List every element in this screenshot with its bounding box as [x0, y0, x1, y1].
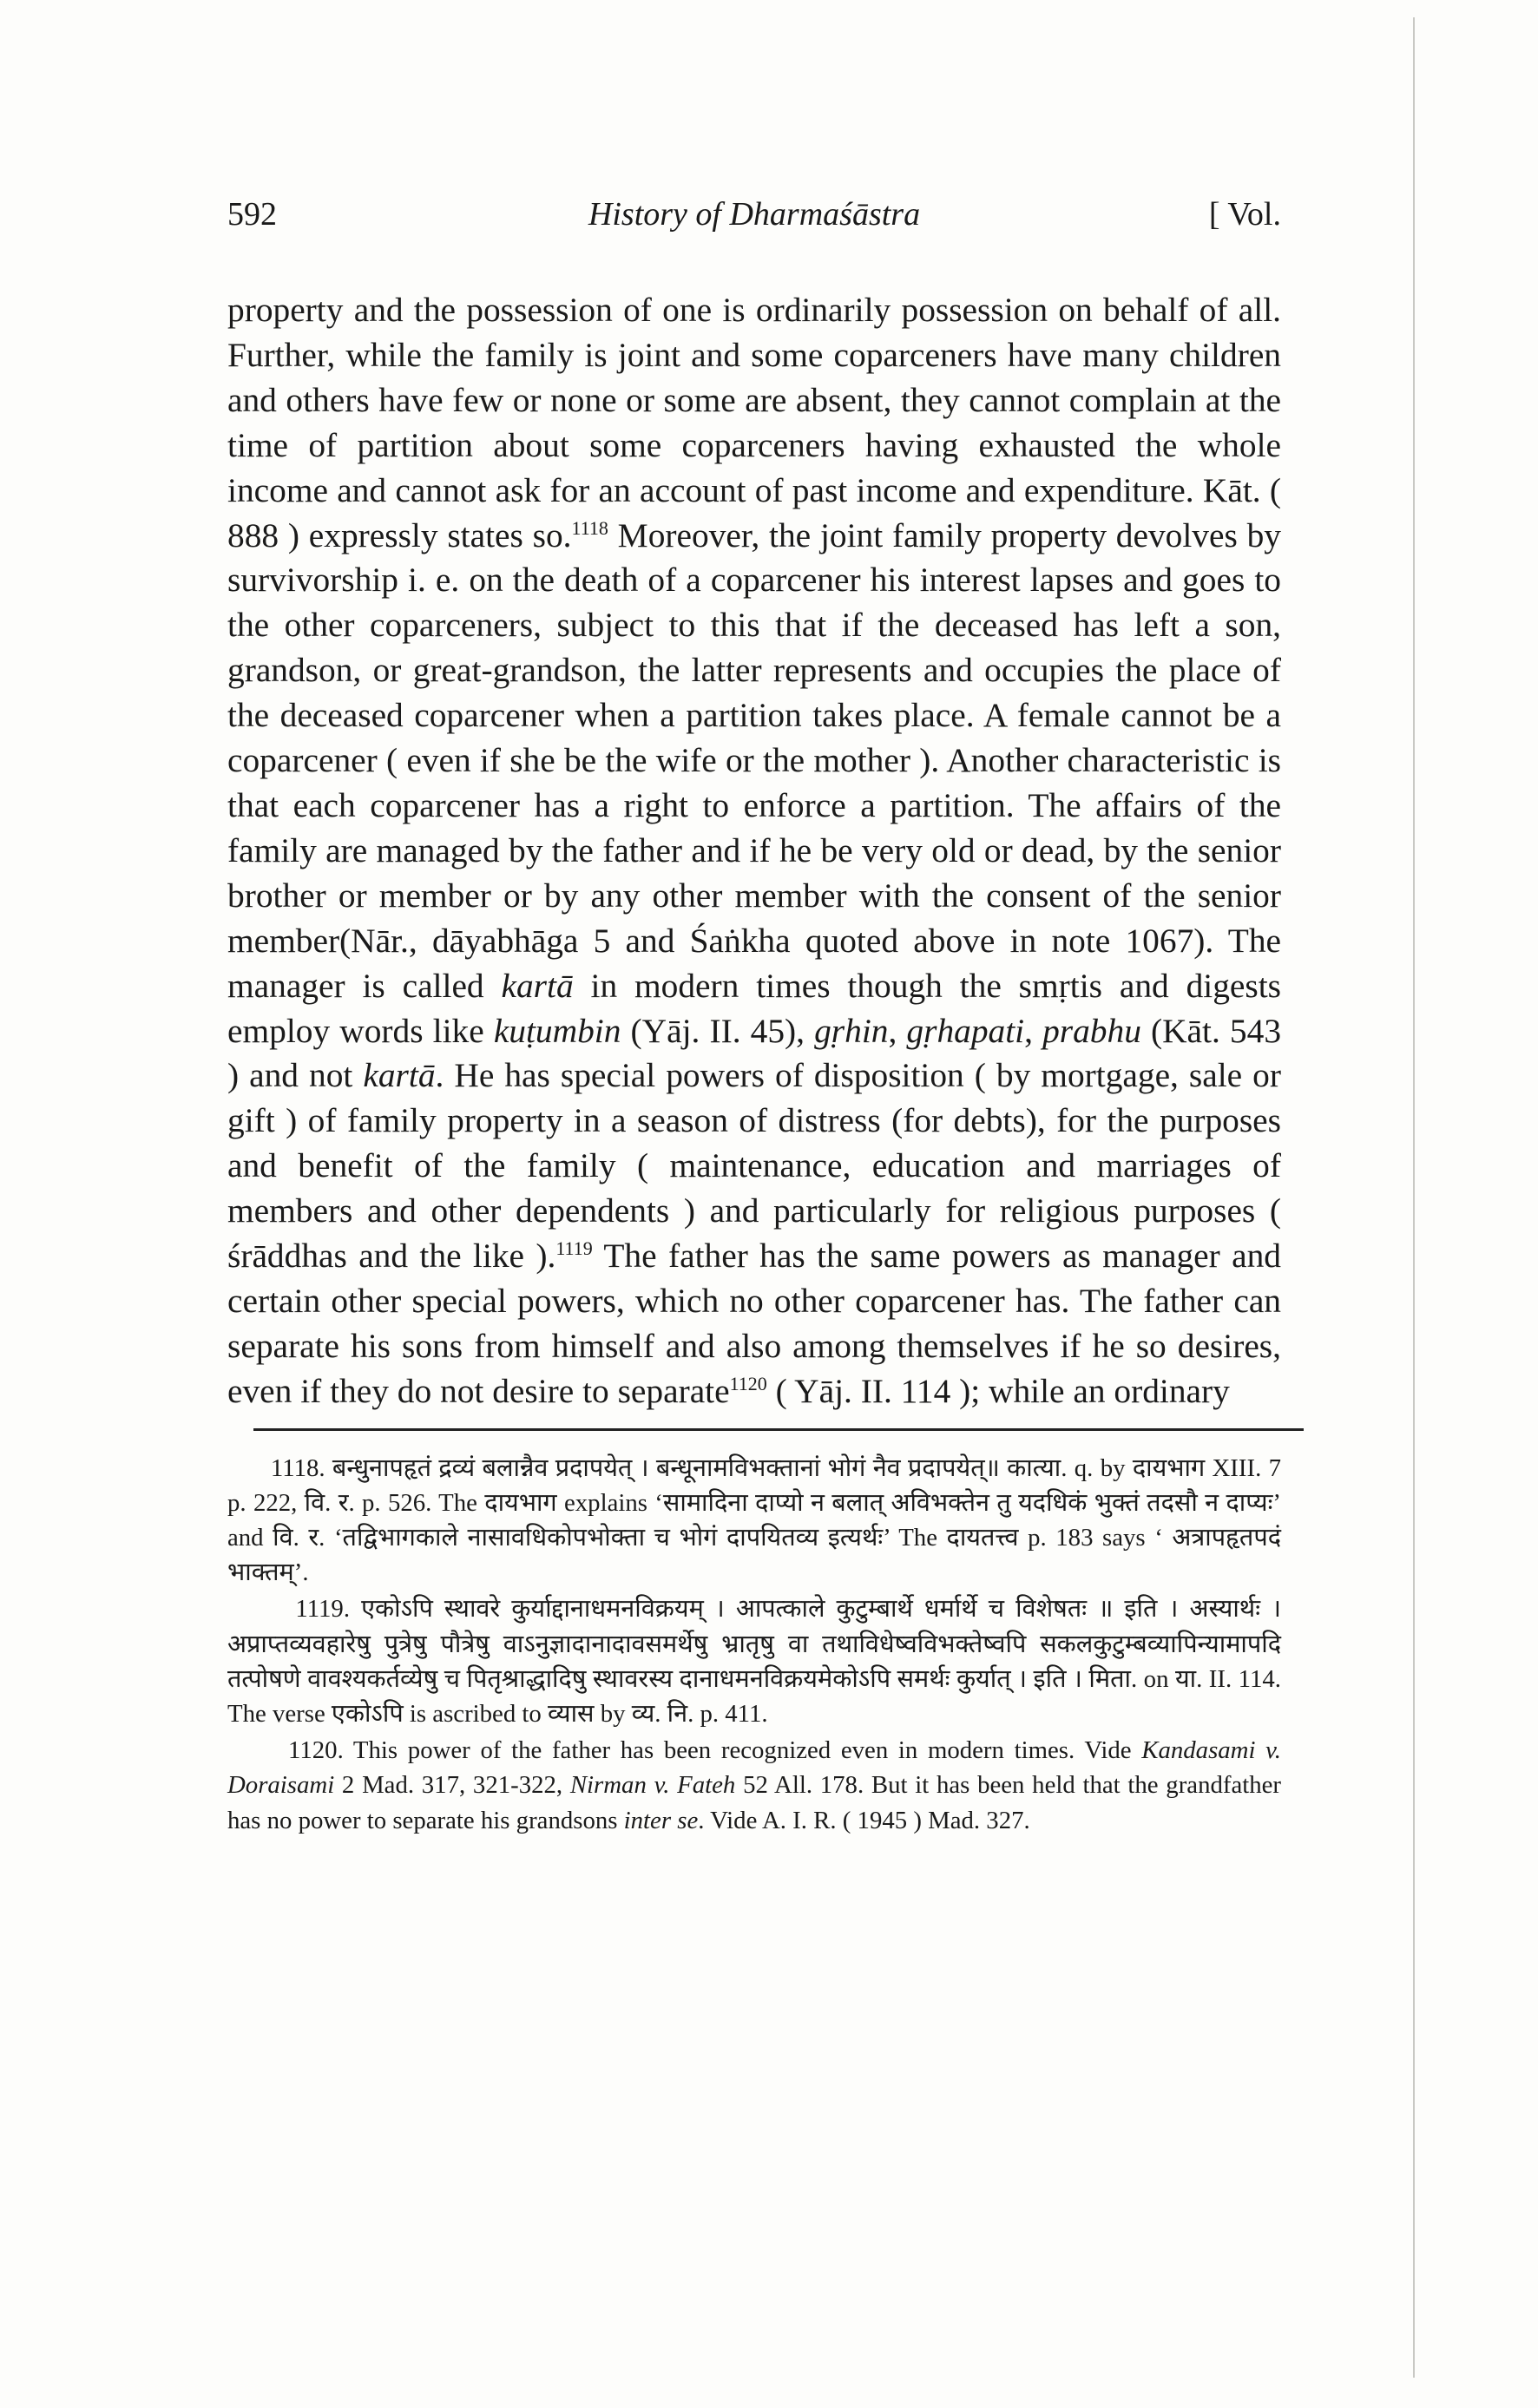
footnote-1119: [227, 1591, 1281, 1731]
text-run: . He has special powers of disposition ( by mortgage, sale or gift ) of family property in a season of distress (for debts), for the purposes and benefit of the family ( maintenance, education and marriages of members and other dependents ) and particularly for religious purposes ( śrāddhas and the like ).: [227, 1056, 1281, 1276]
italic-term: prabhu: [1042, 1011, 1141, 1050]
footnote-divider: [253, 1428, 1304, 1431]
text-run: The father has the same powers as manager and certain other special powers, which no other coparcener has. The father can separate his sons from himself and also among themselves if he so desires, even if they do not desire to separate: [227, 1237, 1281, 1410]
main-text: [227, 288, 1281, 1414]
footnote-1120: [227, 1733, 1281, 1838]
text-run: ( Yāj. II. 114 ); while an ordinary: [766, 1371, 1230, 1410]
footnote-text: बन्धुनापहृतं द्रव्यं बलान्नैव प्रदापयेत् । बन्धूनामविभक्तानां भोगं नैव प्रदापयेत्॥ कात्या. q. by दायभाग XIII. 7 p. 222, वि. र. p. 526. The दायभाग explains ‘सामादिना दाप्यो न बलात् अविभक्तेन तु यदधिकं भुक्तं तदसौ न दाप्यः’ and वि. र. ‘तद्विभागकाले नासावधिकोपभोक्ता च भोगं दापयितव्य इत्यर्थः’ The दायतत्त्व p. 183 says ‘ अत्रापहृतपदं भाक्तम्’.: [227, 1453, 1281, 1587]
text-run: in modern times though the smṛtis and digests employ words like: [227, 966, 1281, 1050]
footnote-text: एकोऽपि स्थावरे कुर्याद्दानाधमनविक्रयम् । आपत्काले कुटुम्बार्थे धर्मार्थे च विशेषतः ॥ इति । अस्यार्थः । अप्राप्तव्यवहारेषु पुत्रेषु पौत्रेषु वाऽनुज्ञादानादावसमर्थेषु भ्रातृषु वा तथाविधेष्वविभक्तेष्वपि सकलकुटुम्बव्यापिन्यामापदि तत्पोषणे वावश्यकर्तव्येषु च पितृश्राद्धादिषु स्थावरस्य दानाधमनविक्रयमेकोऽपि समर्थः कुर्यात् । इति । मिता. on या. II. 114. The verse एकोऽपि is ascribed to व्यास by व्य. नि. p. 411.: [227, 1595, 1281, 1729]
footnote-ref-1120: 1120: [729, 1372, 767, 1394]
footnote-text: . Vide A. I. R. ( 1945 ) Mad. 327.: [698, 1806, 1030, 1834]
book-page: [227, 195, 1281, 1838]
italic-term: kartā: [363, 1056, 436, 1095]
text-run: Moreover, the joint family property devolves by survivorship i. e. on the death of a coparcener his interest lapses and goes to the other coparceners, subject to this that if the deceased has left a son, grandson, or great-grandson, the latter represents and occupies the place of the deceased coparcener when a partition takes place. A female cannot be a coparcener ( even if she be the wife or the mother ). Another characteristic is that each coparcener has a right to enforce a partition. The affairs of the family are managed by the father and if he be very old or dead, by the senior brother or member or by any other member with the consent of the senior member(Nār., dāyabhāga 5 and Śaṅkha quoted above in note 1067). The manager is called: [227, 515, 1281, 1005]
footnote-1118: [227, 1451, 1281, 1591]
running-header: [227, 195, 1281, 247]
page-number: 592: [227, 196, 277, 233]
italic-term: gṛhin: [814, 1011, 889, 1050]
italic-term: gṛhapati: [906, 1011, 1025, 1050]
volume-marker: [ Vol.: [1208, 196, 1281, 233]
italic-term: inter se: [623, 1806, 699, 1834]
text-run: property and the possession of one is ordinarily possession on behalf of all. Further, while the family is joint and some coparceners have many children and others have few or none or some are absent, they cannot complain at the time of partition about some coparceners having exhausted the whole income and cannot ask for an account of past income and expenditure. Kāt. ( 888 ) expressly states so.: [227, 291, 1281, 554]
body-paragraph: [227, 288, 1281, 1414]
text-run: ,: [888, 1011, 907, 1050]
footnotes: [227, 1451, 1281, 1838]
footnote-ref-1119: 1119: [555, 1237, 593, 1259]
italic-term: kartā: [501, 966, 574, 1005]
case-name: Nirman v. Fateh: [569, 1771, 736, 1800]
footnote-text: 52 All. 178. But it has been held that the grandfather has no power to separate his grandsons: [227, 1771, 1282, 1834]
text-run: (Yāj. II. 45),: [621, 1011, 815, 1050]
footnote-text: This power of the father has been recognized even in modern times. Vide: [343, 1736, 1142, 1765]
italic-term: kuṭumbin: [493, 1011, 621, 1050]
running-title: History of Dharmaśāstra: [588, 196, 921, 233]
footnote-number: 1118.: [270, 1453, 325, 1482]
footnote-text: 2 Mad. 317, 321-322,: [334, 1771, 570, 1800]
text-run: ,: [1024, 1011, 1043, 1050]
footnote-number: 1119.: [295, 1595, 351, 1624]
case-name: Kandasami v. Doraisami: [227, 1736, 1281, 1800]
scan-edge-line: [1413, 17, 1415, 2378]
footnote-ref-1118: 1118: [571, 516, 608, 539]
footnote-number: 1120.: [288, 1736, 344, 1765]
text-run: (Kāt. 543 ) and not: [227, 1011, 1282, 1095]
